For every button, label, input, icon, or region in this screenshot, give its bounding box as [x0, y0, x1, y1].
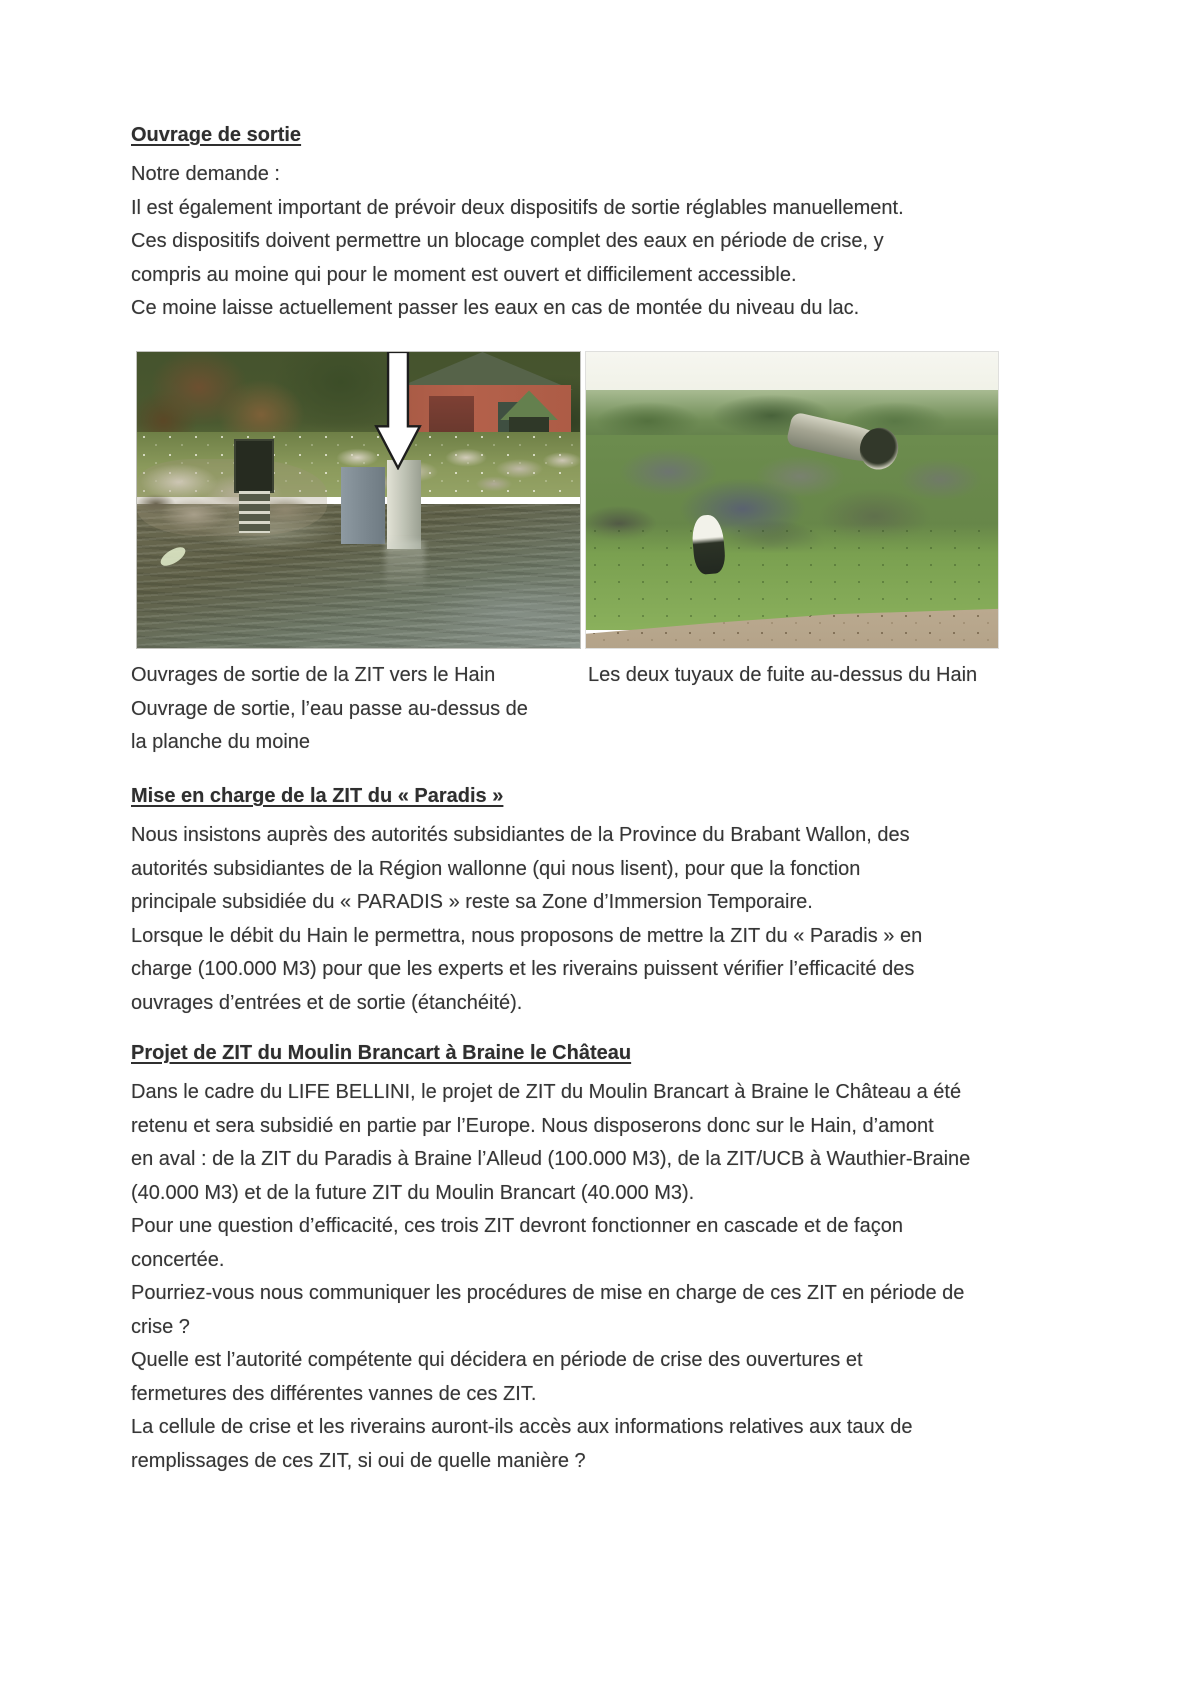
- text-line: Dans le cadre du LIFE BELLINI, le projet de ZIT du Moulin Brancart à Braine le Château a été: [131, 1081, 962, 1103]
- figure-caption-right: [588, 659, 977, 693]
- text-line: Notre demande :: [131, 163, 280, 185]
- text-line: Ces dispositifs doivent permettre un blocage complet des eaux en période de crise, y: [131, 230, 884, 252]
- text-line: ouvrages d’entrées et de sortie (étanchéité).: [131, 991, 523, 1014]
- text-line: charge (100.000 M3) pour que les experts et les riverains puissent vérifier l’efficacité des: [131, 958, 915, 980]
- photo-concrete-pillar: [387, 460, 420, 549]
- paragraph-mise-en-charge: [131, 819, 922, 1020]
- paragraph-ouvrage-de-sortie: [131, 158, 904, 326]
- down-arrow-marker: [374, 352, 422, 470]
- text-line: crise ?: [131, 1315, 190, 1338]
- text-line: retenu et sera subsidié en partie par l’Europe. Nous disposerons donc sur le Hain, d’amont: [131, 1114, 934, 1137]
- section-heading-ouvrage-de-sortie: Ouvrage de sortie: [131, 124, 302, 146]
- photo-outlet-structure: [137, 352, 580, 648]
- section-heading-mise-en-charge: Mise en charge de la ZIT du « Paradis »: [131, 785, 504, 807]
- text-line: concertée.: [131, 1248, 225, 1271]
- caption-line: la planche du moine: [131, 731, 311, 753]
- text-line: Quelle est l’autorité compétente qui décidera en période de crise des ouvertures et: [131, 1349, 863, 1371]
- text-line: Pourriez-vous nous communiquer les procédures de mise en charge de ces ZIT en période de: [131, 1282, 965, 1304]
- section-heading-projet-moulin-brancart: Projet de ZIT du Moulin Brancart à Braine le Château: [131, 1042, 632, 1064]
- caption-line: Ouvrage de sortie, l’eau passe au-dessus de: [131, 697, 528, 720]
- text-line: Lorsque le débit du Hain le permettra, nous proposons de mettre la ZIT du « Paradis » en: [131, 924, 923, 947]
- photo-water-reflection: [385, 541, 425, 594]
- text-line: (40.000 M3) et de la future ZIT du Moulin Brancart (40.000 M3).: [131, 1181, 695, 1204]
- photo-outlet-ladder: [239, 491, 270, 532]
- text-line: fermetures des différentes vannes de ces ZIT.: [131, 1382, 537, 1405]
- photo-outlet-hatch: [234, 439, 274, 492]
- text-line: Pour une question d’efficacité, ces trois ZIT devront fonctionner en cascade et de façon: [131, 1215, 903, 1237]
- figure-caption-left: [131, 659, 528, 760]
- caption-line: Ouvrages de sortie de la ZIT vers le Hain: [131, 664, 496, 686]
- text-line: en aval : de la ZIT du Paradis à Braine l’Alleud (100.000 M3), de la ZIT/UCB à Wauthier-Braine: [131, 1148, 971, 1170]
- text-line: Ce moine laisse actuellement passer les eaux en cas de montée du niveau du lac.: [131, 297, 860, 319]
- text-line: principale subsidiée du « PARADIS » reste sa Zone d’Immersion Temporaire.: [131, 891, 813, 913]
- text-line: Il est également important de prévoir deux dispositifs de sortie réglables manuellement.: [131, 196, 904, 219]
- photo-concrete-slab: [341, 467, 385, 544]
- caption-line: Les deux tuyaux de fuite au-dessus du Hain: [588, 664, 978, 686]
- photo-rock-outcrop: [137, 459, 327, 536]
- text-line: remplissages de ces ZIT, si oui de quelle manière ?: [131, 1449, 586, 1472]
- text-line: autorités subsidiantes de la Région wallonne (qui nous lisent), pour que la fonction: [131, 857, 861, 880]
- text-line: La cellule de crise et les riverains auront-ils accès aux informations relatives aux taux de: [131, 1416, 913, 1438]
- text-line: compris au moine qui pour le moment est ouvert et difficilement accessible.: [131, 263, 797, 286]
- paragraph-projet-moulin-brancart: [131, 1076, 970, 1478]
- text-line: Nous insistons auprès des autorités subsidiantes de la Province du Brabant Wallon, des: [131, 824, 910, 846]
- photo-leak-pipes: [586, 352, 998, 648]
